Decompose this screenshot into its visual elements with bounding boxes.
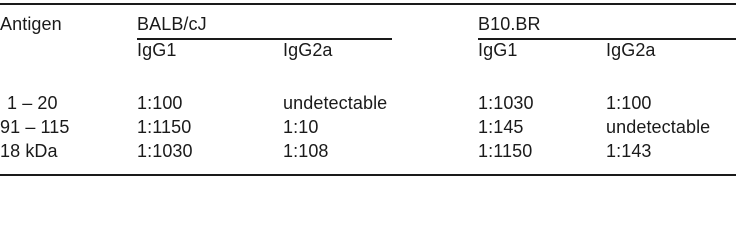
bottom-rule xyxy=(0,174,736,176)
row-antigen: 18 kDa xyxy=(0,141,58,161)
table-cell: 1:100 xyxy=(606,93,652,113)
subheader-b10br-igg2a: IgG2a xyxy=(606,40,656,60)
header-group-b10br: B10.BR xyxy=(478,14,541,34)
row-antigen: 1 – 20 xyxy=(7,93,58,113)
table-cell: 1:1150 xyxy=(478,141,533,161)
subheader-balbcj-igg2a: IgG2a xyxy=(283,40,333,60)
table-cell: 1:145 xyxy=(478,117,524,137)
header-group-balbcj: BALB/cJ xyxy=(137,14,207,34)
subheader-b10br-igg1: IgG1 xyxy=(478,40,518,60)
table-cell: 1:1150 xyxy=(137,117,192,137)
table-cell: 1:143 xyxy=(606,141,652,161)
table-cell: 1:10 xyxy=(283,117,319,137)
table-cell: 1:1030 xyxy=(478,93,534,113)
row-antigen: 91 – 115 xyxy=(0,117,70,137)
table-cell: 1:1030 xyxy=(137,141,193,161)
subheader-balbcj-igg1: IgG1 xyxy=(137,40,177,60)
top-rule xyxy=(0,3,736,5)
table-cell: undetectable xyxy=(606,117,711,137)
table-cell: undetectable xyxy=(283,93,388,113)
header-antigen: Antigen xyxy=(0,14,62,34)
table-cell: 1:108 xyxy=(283,141,329,161)
table-cell: 1:100 xyxy=(137,93,183,113)
